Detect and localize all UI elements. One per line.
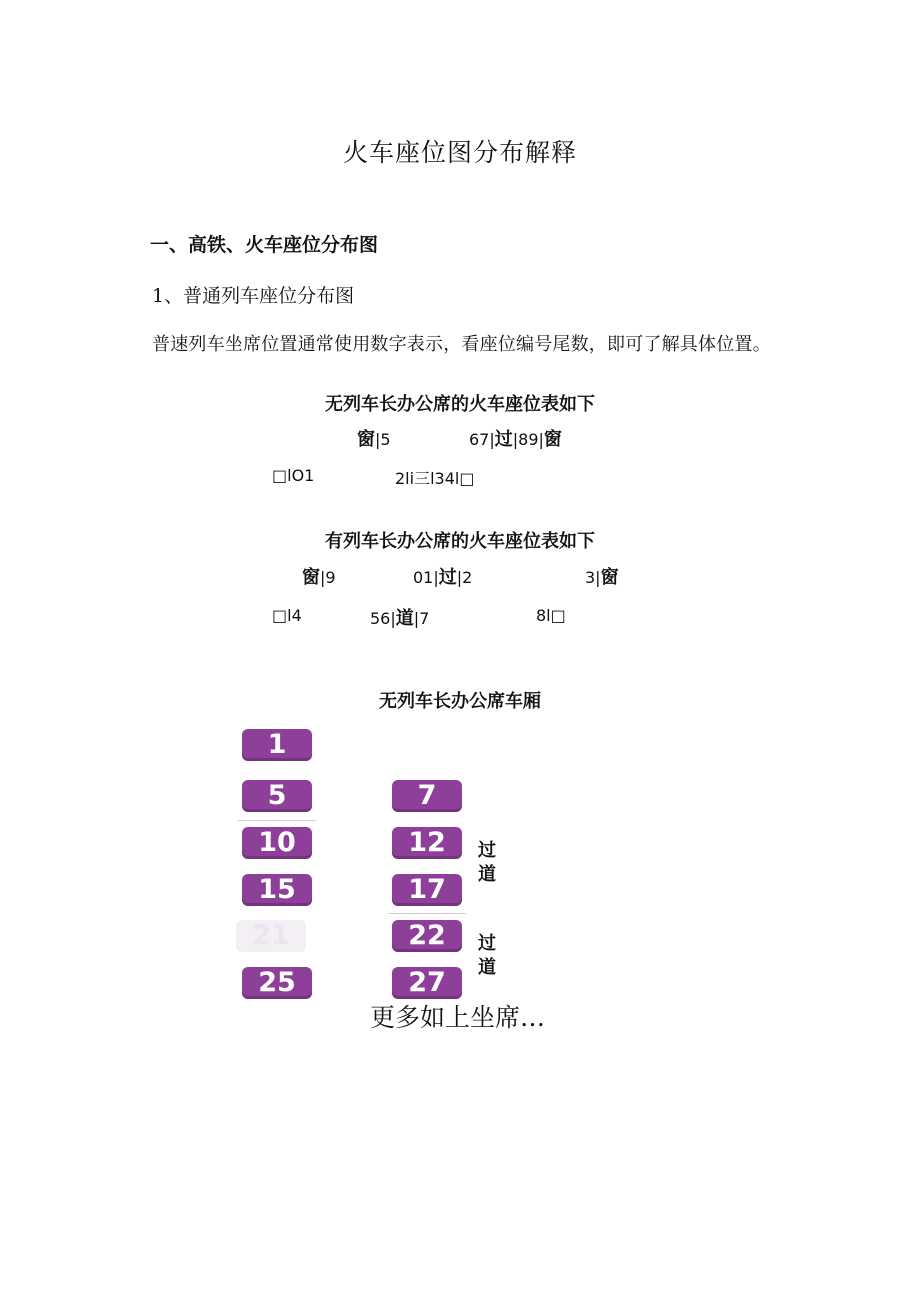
table2-row2-right: 8l□ xyxy=(536,606,566,625)
row-divider xyxy=(388,913,466,914)
table2-row2-left: □l4 xyxy=(272,606,302,625)
table2-row1-right: 3|窗 xyxy=(585,567,619,588)
table1-row1-left: 窗|5 xyxy=(357,429,391,450)
subsection-heading: 1、普通列车座位分布图 xyxy=(152,285,355,307)
aisle-label: 过道 xyxy=(478,840,496,885)
seat-21: 21 xyxy=(236,920,306,952)
aisle-label: 过道 xyxy=(478,933,496,978)
table1-row2-right: 2li三l34l□ xyxy=(395,469,475,488)
aisle-label: 道 xyxy=(395,608,414,629)
window-label: 窗 xyxy=(302,567,320,588)
page-title: 火车座位图分布解释 xyxy=(342,138,577,167)
window-label: 窗 xyxy=(357,429,375,450)
aisle-label: 过 xyxy=(438,567,457,588)
row-divider xyxy=(238,820,316,821)
seat-17: 17 xyxy=(392,874,462,906)
table2-row1-left: 窗|9 xyxy=(302,567,336,588)
carriage-caption: 无列车长办公席车厢 xyxy=(379,691,541,712)
seat-27: 27 xyxy=(392,967,462,999)
table2-row1-middle: 01|过|2 xyxy=(413,567,473,588)
window-label: 窗 xyxy=(543,429,562,450)
more-seats-note: 更多如上坐席… xyxy=(370,1003,546,1032)
table1-row1-right: 67|过|89|窗 xyxy=(469,429,562,450)
aisle-label: 过 xyxy=(494,429,513,450)
table1-row2-left: □lO1 xyxy=(272,466,315,485)
section-heading: 一、高铁、火车座位分布图 xyxy=(150,234,379,256)
window-label: 窗 xyxy=(600,567,619,588)
intro-paragraph: 普速列车坐席位置通常使用数字表示，看座位编号尾数，即可了解具体位置。 xyxy=(152,334,771,355)
seat-22: 22 xyxy=(392,920,462,952)
table2-row2-middle: 56|道|7 xyxy=(370,608,430,629)
table1-caption: 无列车长办公席的火车座位表如下 xyxy=(325,394,595,415)
seat-25: 25 xyxy=(242,967,312,999)
seat-1: 1 xyxy=(242,729,312,761)
seat-7: 7 xyxy=(392,780,462,812)
seat-5: 5 xyxy=(242,780,312,812)
seat-10: 10 xyxy=(242,827,312,859)
seat-12: 12 xyxy=(392,827,462,859)
table2-caption: 有列车长办公席的火车座位表如下 xyxy=(325,531,595,552)
seat-15: 15 xyxy=(242,874,312,906)
